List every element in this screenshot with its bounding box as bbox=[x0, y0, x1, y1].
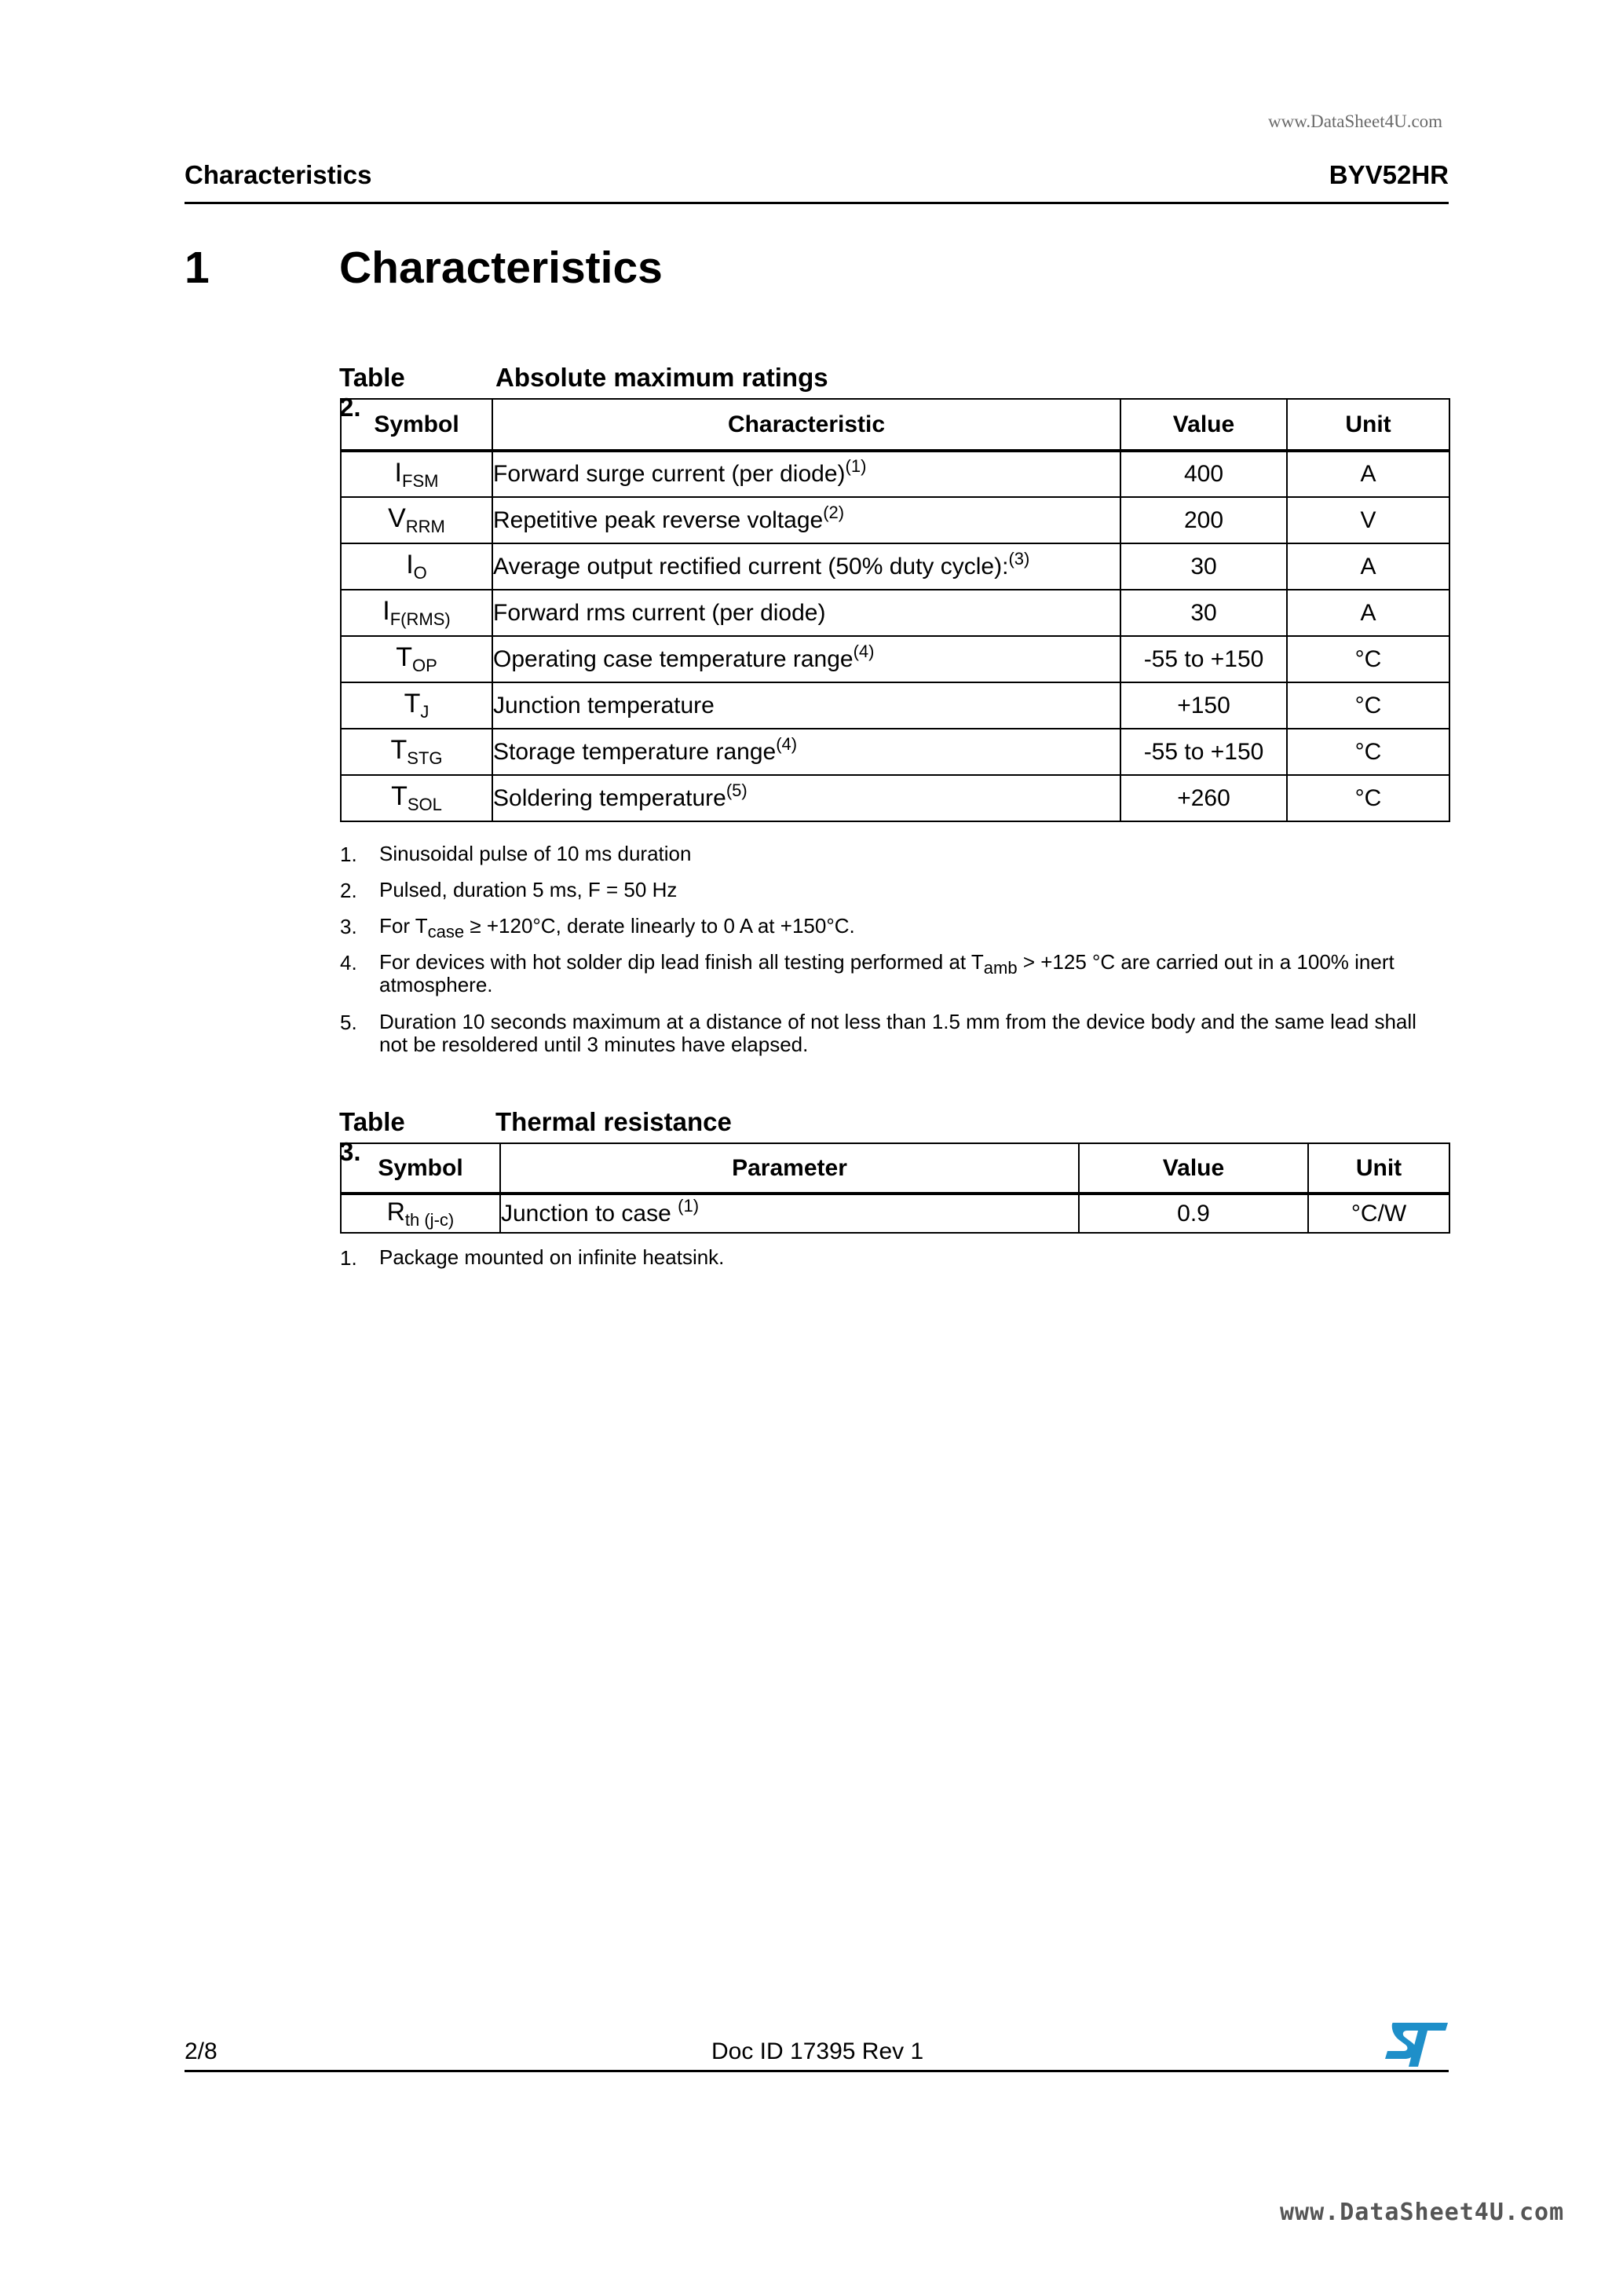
col-header-value: Value bbox=[1120, 399, 1287, 451]
col-header-unit: Unit bbox=[1308, 1143, 1449, 1194]
page-number: 2/8 bbox=[185, 2038, 217, 2064]
value-cell: +150 bbox=[1120, 682, 1287, 729]
value-cell: 30 bbox=[1120, 590, 1287, 636]
parameter-cell: Junction to case $^{(1)}$ bbox=[500, 1194, 1079, 1233]
table-row bbox=[341, 590, 1449, 636]
characteristic-cell: Forward rms current (per diode) bbox=[492, 590, 1120, 636]
characteristic-cell: Average output rectified current (50% duty cycle):$^{(3)}$ bbox=[492, 543, 1120, 590]
value-cell: 400 bbox=[1120, 451, 1287, 497]
unit-cell: °C bbox=[1287, 636, 1449, 682]
unit-cell: °C bbox=[1287, 775, 1449, 821]
table2-label: Table 2. bbox=[339, 363, 405, 422]
symbol-cell: $I_{F(RMS)}$ bbox=[341, 590, 492, 636]
unit-cell: V bbox=[1287, 497, 1449, 543]
absolute-max-ratings-table bbox=[340, 398, 1450, 822]
value-cell: 200 bbox=[1120, 497, 1287, 543]
unit-cell: A bbox=[1287, 451, 1449, 497]
table-row bbox=[341, 497, 1449, 543]
thermal-resistance-table bbox=[340, 1143, 1450, 1234]
col-header-value: Value bbox=[1079, 1143, 1308, 1194]
table2-title: Absolute maximum ratings bbox=[495, 363, 828, 392]
characteristic-cell: Operating case temperature range$^{(4)}$ bbox=[492, 636, 1120, 682]
col-header-symbol: Symbol bbox=[341, 399, 492, 451]
characteristic-cell: Storage temperature range$^{(4)}$ bbox=[492, 729, 1120, 775]
col-header-symbol: Symbol bbox=[341, 1143, 500, 1194]
table3-label: Table 3. bbox=[339, 1107, 405, 1166]
value-cell: +260 bbox=[1120, 775, 1287, 821]
table-header-row bbox=[341, 399, 1449, 451]
characteristic-cell: Repetitive peak reverse voltage$^{(2)}$ bbox=[492, 497, 1120, 543]
header-section-title: Characteristics bbox=[185, 160, 372, 189]
col-header-parameter: Parameter bbox=[500, 1143, 1079, 1194]
table-row bbox=[341, 1194, 1449, 1233]
characteristic-cell: Forward surge current (per diode)$^{(1)}$ bbox=[492, 451, 1120, 497]
symbol-cell: $R_{th (j-c)}$ bbox=[341, 1194, 500, 1233]
col-header-unit: Unit bbox=[1287, 399, 1449, 451]
watermark-bottom: www.DataSheet4U.com bbox=[1280, 2199, 1565, 2226]
table-header-row bbox=[341, 1143, 1449, 1194]
symbol-cell: $I_{FSM}$ bbox=[341, 451, 492, 497]
value-cell: 30 bbox=[1120, 543, 1287, 590]
symbol-cell: $V_{RRM}$ bbox=[341, 497, 492, 543]
value-cell: -55 to +150 bbox=[1120, 636, 1287, 682]
footer-rule bbox=[185, 2070, 1449, 2072]
characteristic-cell: Junction temperature bbox=[492, 682, 1120, 729]
section-title: Characteristics bbox=[339, 243, 663, 293]
unit-cell: A bbox=[1287, 590, 1449, 636]
st-logo-icon bbox=[1384, 2023, 1448, 2067]
table-row bbox=[341, 682, 1449, 729]
unit-cell: A bbox=[1287, 543, 1449, 590]
symbol-cell: $I_O$ bbox=[341, 543, 492, 590]
symbol-cell: $T_{SOL}$ bbox=[341, 775, 492, 821]
section-number: 1 bbox=[185, 243, 210, 293]
table-row bbox=[341, 729, 1449, 775]
table-row bbox=[341, 451, 1449, 497]
header-part-number: BYV52HR bbox=[1329, 160, 1449, 189]
characteristic-cell: Soldering temperature$^{(5)}$ bbox=[492, 775, 1120, 821]
symbol-cell: $T_{OP}$ bbox=[341, 636, 492, 682]
watermark-top: www.DataSheet4U.com bbox=[1268, 112, 1443, 131]
table3-title: Thermal resistance bbox=[495, 1107, 732, 1136]
value-cell: -55 to +150 bbox=[1120, 729, 1287, 775]
symbol-cell: $T_{STG}$ bbox=[341, 729, 492, 775]
doc-id: Doc ID 17395 Rev 1 bbox=[711, 2038, 924, 2064]
col-header-characteristic: Characteristic bbox=[492, 399, 1120, 451]
table-row bbox=[341, 543, 1449, 590]
table-row bbox=[341, 775, 1449, 821]
header-rule bbox=[185, 202, 1449, 204]
unit-cell: °C bbox=[1287, 729, 1449, 775]
table-row bbox=[341, 636, 1449, 682]
symbol-cell: $T_J$ bbox=[341, 682, 492, 729]
unit-cell: °C/W bbox=[1308, 1194, 1449, 1233]
unit-cell: °C bbox=[1287, 682, 1449, 729]
value-cell: 0.9 bbox=[1079, 1194, 1308, 1233]
